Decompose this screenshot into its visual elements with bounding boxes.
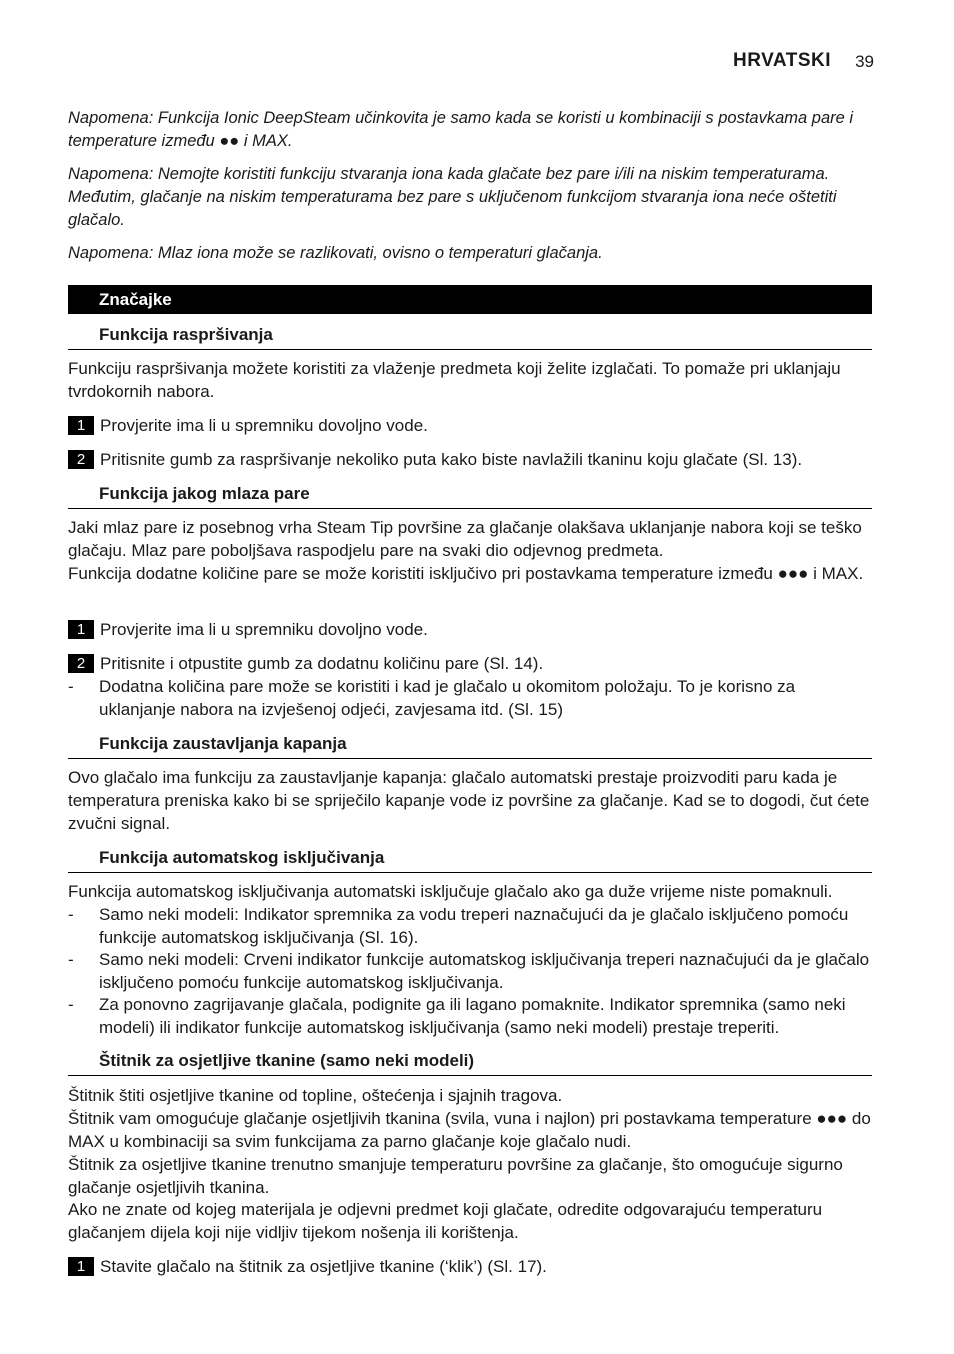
step-text: Pritisnite gumb za raspršivanje nekoliko puta kako biste navlažili tkaninu koju glačate (Sl. 13).	[100, 450, 803, 469]
step-number: 2	[68, 450, 94, 469]
step-number: 1	[68, 1257, 94, 1276]
steam-shot-step-1	[68, 618, 878, 641]
fabric-guard-p3: Štitnik za osjetljive tkanine trenutno smanjuje temperaturu površine za glačanje, što omogućuje sigurno glačanje osjetljivih tkanina.	[68, 1155, 843, 1197]
step-number: 1	[68, 620, 94, 639]
subheading-drip-stop: Funkcija zaustavljanja kapanja	[68, 732, 872, 759]
step-number: 1	[68, 416, 94, 435]
steam-shot-description: Jaki mlaz pare iz posebnog vrha Steam Tip površine za glačanje olakšava uklanjanje nabora koji se teško glačaju. Mlaz pare poboljšava raspodjelu pare na svaki dio odjevnog predmeta.	[68, 518, 862, 560]
section-header-features	[68, 285, 872, 314]
subheading-auto-off: Funkcija automatskog isključivanja	[68, 846, 872, 873]
section-title: Značajke	[99, 290, 172, 309]
page-number: 39	[855, 52, 874, 71]
note-ion-jet: Napomena: Mlaz iona može se razlikovati, ovisno o temperaturi glačanja.	[68, 244, 603, 262]
auto-off-bullet-1: - Samo neki modeli: Indikator spremnika za vodu treperi naznačujući da je glačalo isključeno pomoću funkcije automatskog isključivanja (Sl. 16).	[68, 905, 849, 947]
auto-off-bullet-3: - Za ponovno zagrijavanje glačala, podignite ga ili lagano pomaknite. Indikator spremnika (samo neki modeli) ili indikator funkcije automatskog isključivanja (samo neki modeli) prestaje treperiti.	[68, 995, 846, 1037]
subheading-fabric-guard: Štitnik za osjetljive tkanine (samo neki modeli)	[68, 1049, 872, 1076]
auto-off-description: Funkcija automatskog isključivanja automatski isključuje glačalo ako ga duže vrijeme niste pomaknuli.	[68, 882, 833, 901]
drip-stop-description: Ovo glačalo ima funkciju za zaustavljanje kapanja: glačalo automatski prestaje proizvoditi paru kada je temperatura preniska kako bi se spriječilo kapanje vode iz površine za glačanje. Kad se to dogodi, čut ćete zvučni signal.	[68, 768, 870, 833]
spray-step-2	[68, 448, 878, 471]
step-text: Stavite glačalo na štitnik za osjetljive tkanine (‘klik’) (Sl. 17).	[100, 1257, 547, 1276]
steam-shot-temperature: Funkcija dodatne količine pare se može koristiti isključivo pri postavkama temperature između ●●● i MAX.	[68, 564, 864, 583]
step-text: Provjerite ima li u spremniku dovoljno vode.	[100, 620, 428, 639]
steam-shot-bullet: - Dodatna količina pare može se koristiti i kad je glačalo u okomitom položaju. To je korisno za uklanjanje nabora na izvješenoj odjeći, zavjesama itd. (Sl. 15)	[68, 677, 796, 719]
step-number: 2	[68, 654, 94, 673]
spray-step-1	[68, 414, 878, 437]
subheading-steam-shot: Funkcija jakog mlaza pare	[68, 482, 872, 509]
fabric-guard-step-1	[68, 1255, 878, 1278]
fabric-guard-p1: Štitnik štiti osjetljive tkanine od topline, oštećenja i sjajnih tragova.	[68, 1086, 563, 1105]
steam-shot-step-2	[68, 652, 878, 675]
note-ionic: Napomena: Funkcija Ionic DeepSteam učinkovita je samo kada se koristi u kombinaciji s postavkama pare i temperature između ●● i MAX.	[68, 109, 854, 150]
note-no-steam: Napomena: Nemojte koristiti funkciju stvaranja iona kada glačate bez pare i/ili na niskim temperaturama. Međutim, glačanje na niskim temperaturama bez pare s uključenom funkcijom stvaranja iona neće oštetiti glačalo.	[68, 165, 837, 229]
spray-description: Funkciju raspršivanja možete koristiti za vlaženje predmeta koji želite izglačati. To pomaže pri uklanjaju tvrdokornih nabora.	[68, 359, 841, 401]
language-label: HRVATSKI	[733, 50, 831, 71]
step-text: Provjerite ima li u spremniku dovoljno vode.	[100, 416, 428, 435]
subheading-spray: Funkcija raspršivanja	[68, 323, 872, 350]
fabric-guard-p2: Štitnik vam omogućuje glačanje osjetljivih tkanina (svila, vuna i najlon) pri postavkama temperature ●●● do MAX u kombinaciji sa svim funkcijama za parno glačanje koje glačalo nudi.	[68, 1109, 871, 1151]
step-text: Pritisnite i otpustite gumb za dodatnu količinu pare (Sl. 14).	[100, 654, 544, 673]
fabric-guard-p4: Ako ne znate od kojeg materijala je odjevni predmet koji glačate, odredite odgovarajuću temperaturu glačanjem dijela koji nije vidljiv tijekom nošenja ili korištenja.	[68, 1200, 823, 1242]
auto-off-bullet-2: - Samo neki modeli: Crveni indikator funkcije automatskog isključivanja treperi naznačujući da je glačalo isključeno pomoću funkcije automatskog isključivanja.	[68, 950, 870, 992]
